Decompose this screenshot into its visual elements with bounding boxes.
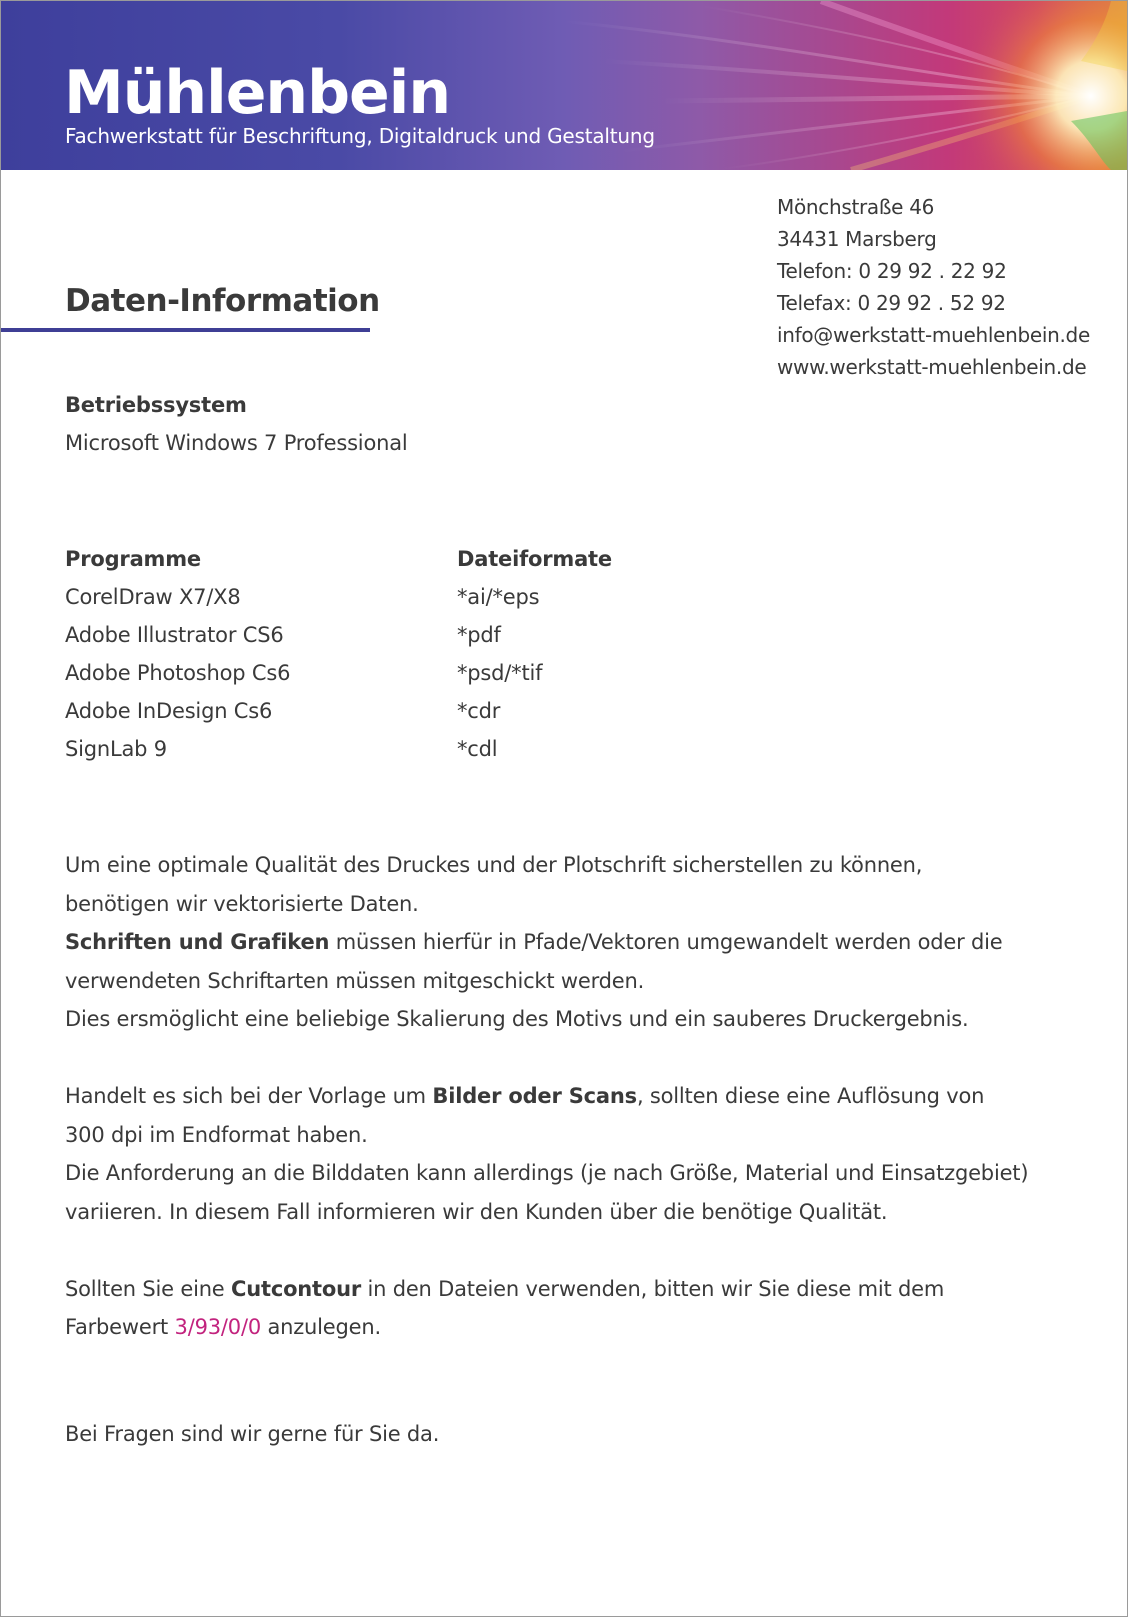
formats-list — [457, 540, 612, 768]
body-line: variieren. In diesem Fall informieren wir den Kunden über die benötige Qualität. — [65, 1199, 888, 1224]
programs-list — [65, 540, 290, 768]
formats-heading: Dateiformate — [457, 547, 612, 571]
body-line: verwendeten Schriftarten müssen mitgeschickt werden. — [65, 968, 645, 993]
bold-phrase: Cutcontour — [231, 1276, 362, 1301]
bold-phrase: Schriften und Grafiken — [65, 930, 330, 954]
body-line: Sollten Sie eine Cutcontour in den Dateien verwenden, bitten wir Sie diese mit dem — [65, 1276, 945, 1301]
body-line: Um eine optimale Qualität des Druckes und der Plotschrift sicherstellen zu können, — [65, 853, 923, 877]
bold-phrase: Bilder oder Scans — [432, 1084, 637, 1108]
contact-website-link[interactable]: www.werkstatt-muehlenbein.de — [777, 355, 1087, 379]
list-item: *ai/*eps — [457, 585, 540, 609]
os-value: Microsoft Windows 7 Professional — [65, 431, 408, 455]
list-item: Adobe Photoshop Cs6 — [65, 661, 291, 685]
body-line: Dies ersmöglicht eine beliebige Skalierung des Motivs und ein sauberes Druckergebnis. — [65, 1007, 969, 1031]
body-line: Handelt es sich bei der Vorlage um Bilder oder Scans, sollten diese eine Auflösung von — [65, 1084, 985, 1108]
list-item: *pdf — [457, 623, 501, 647]
title-underline — [1, 328, 370, 332]
contact-email-link[interactable]: info@werkstatt-muehlenbein.de — [777, 323, 1090, 347]
body-text — [65, 846, 1105, 1347]
contact-phone: Telefon: 0 29 92 . 22 92 — [777, 259, 1007, 283]
list-item: SignLab 9 — [65, 737, 167, 761]
body-line: Farbewert 3/93/0/0 anzulegen. — [65, 1315, 381, 1339]
brand-tagline: Fachwerkstatt für Beschriftung, Digitaldruck und Gestaltung — [65, 124, 655, 148]
os-section — [65, 386, 408, 462]
body-line: 300 dpi im Endformat haben. — [65, 1122, 368, 1147]
letterhead-banner — [1, 1, 1127, 170]
contact-fax: Telefax: 0 29 92 . 52 92 — [777, 291, 1006, 315]
list-item: *cdr — [457, 699, 501, 723]
body-line: Die Anforderung an die Bilddaten kann allerdings (je nach Größe, Material und Einsatzgebiet) — [65, 1161, 1029, 1185]
list-item: Adobe Illustrator CS6 — [65, 623, 284, 647]
list-item: *psd/*tif — [457, 661, 543, 685]
body-line: benötigen wir vektorisierte Daten. — [65, 891, 419, 916]
os-heading: Betriebssystem — [65, 393, 247, 417]
contact-block — [777, 191, 1090, 383]
programs-heading: Programme — [65, 547, 201, 571]
list-item: CorelDraw X7/X8 — [65, 585, 241, 609]
closing-line: Bei Fragen sind wir gerne für Sie da. — [65, 1422, 440, 1446]
contact-street: Mönchstraße 46 — [777, 195, 935, 219]
color-value: 3/93/0/0 — [174, 1315, 261, 1339]
list-item: *cdl — [457, 737, 498, 761]
list-item: Adobe InDesign Cs6 — [65, 699, 273, 723]
contact-city: 34431 Marsberg — [777, 227, 937, 251]
page-title: Daten-Information — [65, 283, 380, 319]
brand-name: Mühlenbein — [64, 58, 451, 128]
body-line: Schriften und Grafiken müssen hierfür in Pfade/Vektoren umgewandelt werden oder die — [65, 930, 1003, 954]
